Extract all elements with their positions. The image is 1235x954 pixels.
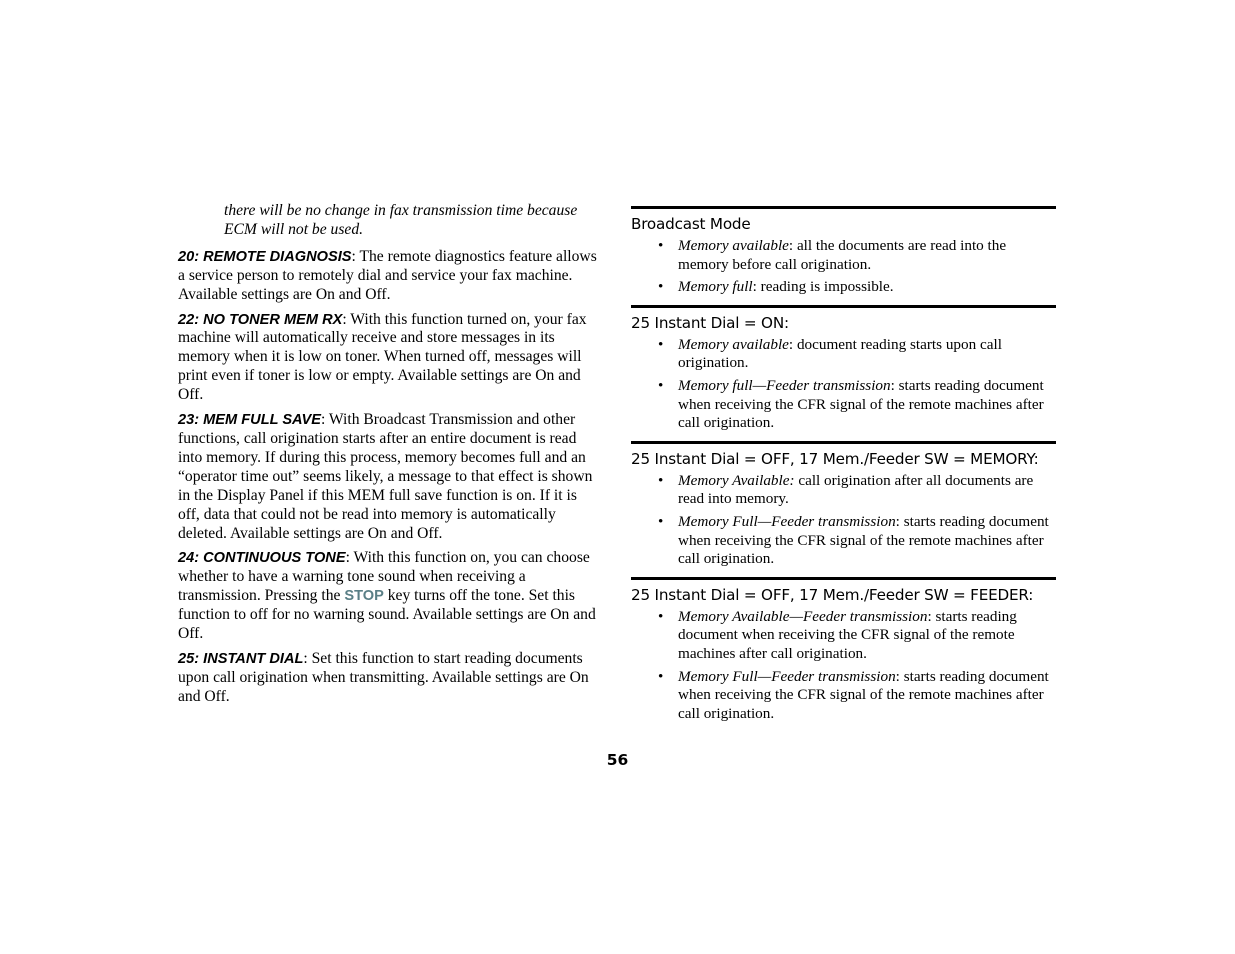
item-emphasis: Memory available bbox=[678, 335, 789, 353]
item-term: 22: NO TONER MEM RX bbox=[178, 311, 343, 328]
bullet-icon: • bbox=[658, 237, 664, 254]
item-emphasis: Memory Available—Feeder transmission bbox=[678, 607, 928, 625]
item-text: : starts reading document when receiving the CFR signal of the remote machines after call origination. bbox=[678, 376, 1044, 432]
bullet-icon: • bbox=[658, 471, 664, 489]
item-text: : starts reading document when receiving the CFR signal of the remote machines after call origination. bbox=[678, 667, 1049, 722]
page-number: 56 bbox=[606, 751, 629, 769]
bullet-icon: • bbox=[658, 667, 664, 685]
bullet-list bbox=[631, 336, 1056, 433]
item-text: : Set this function to start reading documents upon call origination when transmitting. Available settings are On and Off. bbox=[178, 649, 589, 705]
bullet-list bbox=[631, 472, 1056, 569]
item-instant-dial bbox=[178, 650, 602, 707]
bullet-icon: • bbox=[658, 512, 664, 530]
item-term: 20: REMOTE DIAGNOSIS bbox=[178, 248, 352, 265]
item-emphasis: Memory available bbox=[678, 237, 789, 254]
list-item bbox=[631, 608, 1056, 664]
list-item bbox=[631, 237, 1056, 274]
section-title: 25 Instant Dial = ON: bbox=[631, 313, 789, 332]
item-no-toner-mem-rx bbox=[178, 311, 602, 406]
list-item bbox=[631, 336, 1056, 373]
item-text: : With this function turned on, your fax machine will automatically receive and store messages in its memory when it is low on toner. When turned off, messages will print even if toner is low or empty. Available settings are On and Off. bbox=[178, 310, 587, 404]
item-remote-diagnosis bbox=[178, 248, 602, 305]
item-emphasis: Memory Full—Feeder transmission bbox=[678, 667, 896, 685]
left-column bbox=[178, 202, 602, 713]
ecm-note: there will be no change in fax transmission time because ECM will not be used. bbox=[224, 202, 578, 238]
bullet-icon: • bbox=[658, 607, 664, 625]
item-emphasis: Memory full—Feeder transmission bbox=[678, 376, 891, 394]
item-text: : starts reading document when receiving the CFR signal of the remote machines after call origination. bbox=[678, 512, 1049, 568]
item-text: : The remote diagnostics feature allows a service person to remotely dial and service your fax machine. Available settings are On and Off. bbox=[178, 247, 597, 303]
list-item bbox=[631, 377, 1056, 433]
section-title: Broadcast Mode bbox=[631, 215, 751, 233]
list-item bbox=[631, 668, 1056, 724]
bullet-icon: • bbox=[658, 335, 664, 353]
stop-key-label: STOP bbox=[344, 588, 384, 605]
list-item bbox=[631, 513, 1056, 569]
item-text: : document reading starts upon call origination. bbox=[678, 335, 1002, 372]
section-title: 25 Instant Dial = OFF, 17 Mem./Feeder SW = FEEDER: bbox=[631, 585, 1034, 604]
bullet-list bbox=[631, 237, 1056, 297]
item-term: 24: CONTINUOUS TONE bbox=[178, 550, 346, 567]
bullet-list bbox=[631, 608, 1056, 724]
item-text: key turns off the tone. Set this function to off for no warning sound. Available settings are On and Off. bbox=[178, 587, 596, 643]
item-mem-full-save bbox=[178, 411, 602, 543]
right-column bbox=[631, 206, 1056, 731]
item-text: call origination after all documents are read into memory. bbox=[678, 471, 1034, 508]
item-emphasis: Memory full bbox=[678, 278, 753, 296]
item-term: 25: INSTANT DIAL bbox=[178, 650, 304, 667]
item-continuous-tone bbox=[178, 549, 602, 644]
item-text: : reading is impossible. bbox=[752, 278, 894, 296]
bullet-icon: • bbox=[658, 376, 664, 394]
item-text: : starts reading document when receiving the CFR signal of the remote machines after call origination. bbox=[678, 607, 1017, 662]
item-text: : all the documents are read into the memory before call origination. bbox=[678, 237, 1007, 273]
list-item bbox=[631, 472, 1056, 509]
item-text: : With this function on, you can choose whether to have a warning tone sound when receiving a transmission. Pressing the bbox=[178, 549, 590, 605]
item-term: 23: MEM FULL SAVE bbox=[178, 412, 321, 429]
section-instant-dial-off-memory bbox=[631, 441, 1056, 569]
bullet-icon: • bbox=[658, 278, 664, 296]
item-text: : With Broadcast Transmission and other functions, call origination starts after an entire document is read into memory. If during this process, memory becomes full and an “operator time out” seems likely, a message to that effect is shown in the Display Panel if this MEM full save function is on. If it is off, data that could not be read into memory is automatically deleted. Available settings are On and Off. bbox=[178, 411, 593, 542]
section-broadcast-mode bbox=[631, 206, 1056, 297]
section-title: 25 Instant Dial = OFF, 17 Mem./Feeder SW = MEMORY: bbox=[631, 449, 1039, 468]
item-emphasis: Memory Available: bbox=[678, 471, 795, 489]
section-instant-dial-off-feeder bbox=[631, 577, 1056, 724]
list-item bbox=[631, 278, 1056, 297]
section-instant-dial-on bbox=[631, 305, 1056, 433]
item-emphasis: Memory Full—Feeder transmission bbox=[678, 512, 896, 530]
